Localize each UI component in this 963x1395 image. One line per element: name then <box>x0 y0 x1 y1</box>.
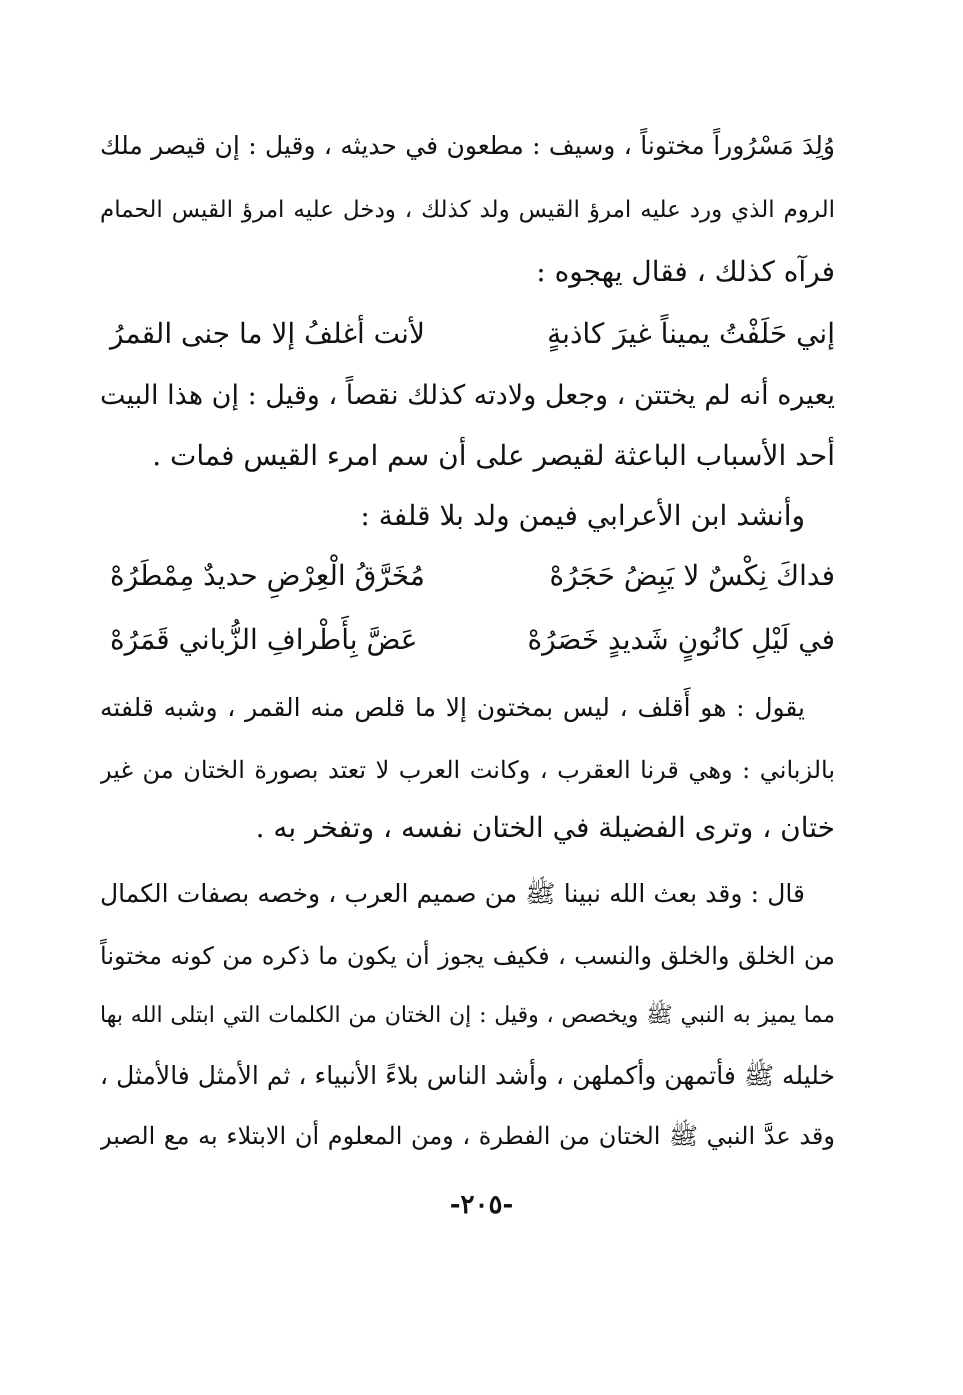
text-line: يعيره أنه لم يختتن ، وجعل ولادته كذلك نقصاً ، وقيل : إن هذا البيت <box>100 380 835 411</box>
text-line: مما يميز به النبي ﷺ ويخصص ، وقيل : إن الختان من الكلمات التي ابتلى الله بها <box>100 1003 835 1028</box>
text-line: فرآه كذلك ، فقال يهجوه : <box>536 255 835 288</box>
verse-second-hemistich: عَضَّ بِأَطْرافِ الزُّباني قَمَرُهْ <box>110 623 418 656</box>
text-line: أحد الأسباب الباعثة لقيصر على أن سم امرء القيس فمات . <box>152 439 835 472</box>
page-number: -٢٠٥- <box>449 1190 514 1220</box>
verse-line <box>100 618 835 662</box>
verse-line <box>100 554 835 598</box>
text-line: وقد عدَّ النبي ﷺ الختان من الفطرة ، ومن المعلوم أن الابتلاء به مع الصبر <box>100 1122 835 1150</box>
verse-line <box>100 312 835 356</box>
verse-first-hemistich: في لَيْلِ كانُونٍ شَديدٍ خَصَرُهْ <box>527 623 835 656</box>
text-line: خليله ﷺ فأتمهن وأكملهن ، وأشد الناس بلاءً الأنبياء ، ثم الأمثل فالأمثل ، <box>100 1061 835 1090</box>
text-line: قال : وقد بعث الله نبينا ﷺ من صميم العرب ، وخصه بصفات الكمال <box>100 879 805 908</box>
verse-first-hemistich: فداكَ نِكْسٌ لا يَبِضُ حَجَرُهْ <box>549 559 835 592</box>
verse-second-hemistich: مُخَرَّقُ الْعِرْضِ حديدٌ مِمْطَرُهْ <box>110 559 425 592</box>
verse-second-hemistich: لأنت أغلفُ إلا ما جنى القمرُ <box>110 317 425 350</box>
text-line: يقول : هو أَقلف ، ليس بمختون إلا ما قلص منه القمر ، وشبه قلفته <box>100 693 805 722</box>
text-line: بالزباني : وهي قرنا العقرب ، وكانت العرب لا تعتد بصورة الختان من غير <box>100 756 835 784</box>
text-line: ختان ، وترى الفضيلة في الختان نفسه ، وتفخر به . <box>255 811 835 844</box>
text-line: وُلِدَ مَسْرُوراً مختوناً ، وسيف : مطعون في حديثه ، وقيل : إن قيصر ملك <box>100 131 835 160</box>
text-line: الروم الذي ورد عليه امرؤ القيس ولد كذلك ، ودخل عليه امرؤ القيس الحمام <box>100 197 835 223</box>
verse-first-hemistich: إني حَلَفْتُ يميناً غيرَ كاذبةٍ <box>547 317 835 350</box>
text-line: وأنشد ابن الأعرابي فيمن ولد بلا قلفة : <box>360 499 805 532</box>
text-line: من الخلق والخلق والنسب ، فكيف يجوز أن يكون ما ذكره من كونه مختوناً <box>100 942 835 970</box>
